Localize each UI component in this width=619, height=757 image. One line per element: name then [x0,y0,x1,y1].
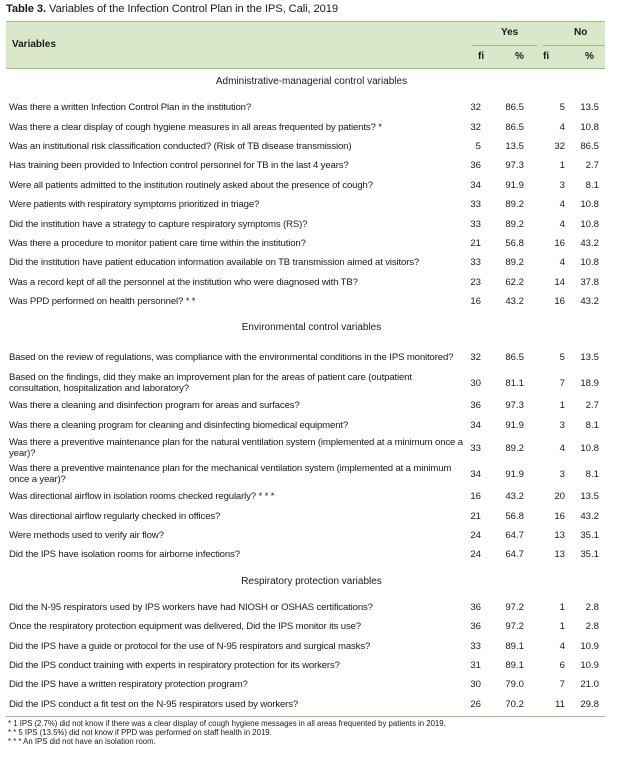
no-fi-cell: 6 [559,660,565,671]
table-row [6,656,605,675]
yes-fi-cell: 5 [475,140,481,152]
table-row [6,292,605,311]
yes-pct-cell: 81.1 [505,377,524,389]
table-header [6,21,605,69]
row-question: Was PPD performed on health personnel? * * [9,296,196,308]
row-question: Has training been provided to Infection control personnel for TB in the last 4 years? [9,160,349,172]
row-question: Did the institution have patient education information available on TB transmission aimed at visitors? [9,257,420,269]
no-pct-cell: 10.9 [580,660,599,671]
table-row [6,117,605,136]
no-pct-cell: 43.2 [580,237,599,249]
no-pct-cell: 2.7 [585,400,599,412]
no-pct-cell: 10.9 [580,640,599,652]
table-row [6,234,605,253]
no-fi-cell: 14 [554,276,565,288]
no-group-rule [543,45,605,46]
no-fi-cell: 4 [559,199,565,211]
no-pct-cell: 2.7 [585,160,599,172]
yes-fi-cell: 36 [470,400,481,412]
caption-label: Table 3. [6,3,47,15]
row-question: Was there a cleaning and disinfection program for areas and surfaces? [9,400,300,412]
yes-pct-cell: 64.7 [505,530,524,542]
yes-fi-cell: 26 [470,698,481,710]
row-question: Was there a preventive maintenance plan for the natural ventilation system (implemented at a minimum once a year)? [9,437,463,460]
yes-fi-cell: 36 [470,601,481,613]
no-pct-cell: 35.1 [580,530,599,542]
row-question: Once the respiratory protection equipment was delivered, Did the IPS monitor its use? [9,621,361,633]
yes-pct-cell: 86.5 [505,351,524,363]
yes-fi-cell: 33 [470,640,481,652]
no-pct-cell: 43.2 [580,510,599,522]
no-pct-cell: 10.8 [580,121,599,133]
yes-fi-cell: 33 [470,218,481,230]
yes-pct-cell: 62.2 [505,276,524,288]
footnote: * * * An IPS did not have an isolation room. [8,736,156,746]
header-no: No [574,27,588,38]
yes-pct-cell: 97.2 [505,601,524,613]
no-pct-cell: 43.2 [580,296,599,308]
row-question: Did the IPS conduct training with experts in respiratory protection for its workers? [9,660,340,671]
row-question: Did the institution have a strategy to capture respiratory symptoms (RS)? [9,218,308,230]
no-pct-cell: 2.8 [585,601,599,613]
yes-fi-cell: 21 [470,237,481,249]
no-fi-cell: 4 [559,640,565,652]
row-question: Was there a written Infection Control Plan in the institution? [9,102,252,114]
yes-pct-cell: 43.2 [505,296,524,308]
yes-fi-cell: 34 [470,468,481,480]
yes-pct-cell: 91.9 [505,179,524,191]
no-pct-cell: 13.5 [580,351,599,363]
yes-pct-cell: 89.1 [505,640,524,652]
no-pct-cell: 10.8 [580,442,599,454]
no-fi-cell: 1 [559,601,565,613]
no-fi-cell: 3 [559,179,565,191]
table-row [6,195,605,214]
table-row [6,435,605,461]
yes-fi-cell: 31 [470,660,481,671]
table-row [6,344,605,370]
yes-fi-cell: 34 [470,419,481,431]
no-fi-cell: 3 [559,468,565,480]
yes-fi-cell: 30 [470,377,481,389]
table-row [6,636,605,655]
yes-fi-cell: 36 [470,160,481,172]
yes-fi-cell: 32 [470,351,481,363]
yes-fi-cell: 16 [470,296,481,308]
yes-fi-cell: 36 [470,621,481,633]
yes-fi-cell: 34 [470,179,481,191]
table-row [6,396,605,415]
row-question: Was an institutional risk classification conducted? (Risk of TB disease transmission) [9,140,352,152]
no-fi-cell: 11 [555,698,565,710]
yes-pct-cell: 97.3 [505,160,524,172]
no-fi-cell: 4 [559,218,565,230]
yes-pct-cell: 97.3 [505,400,524,412]
no-pct-cell: 2.8 [585,621,599,633]
table-row [6,370,605,396]
table-row [6,416,605,435]
row-question: Was a record kept of all the personnel at the institution who were diagnosed with TB? [9,276,358,288]
yes-pct-cell: 86.5 [505,102,524,114]
no-fi-cell: 4 [559,121,565,133]
section-title: Administrative-managerial control variables [215,76,408,87]
yes-fi-cell: 30 [470,679,481,691]
yes-pct-cell: 89.2 [505,257,524,269]
header-variables: Variables [12,39,56,50]
no-pct-cell: 8.1 [585,468,599,480]
no-fi-cell: 16 [554,296,565,308]
table-row [6,137,605,156]
header-no-fi: fi [543,51,550,62]
header-yes: Yes [501,27,519,38]
footnote: * * 5 IPS (13.5%) did not know if PPD was performed on staff health in 2019. [8,727,272,737]
table-row [6,214,605,233]
table-row [6,487,605,506]
section-title: Respiratory protection variables [241,575,382,587]
row-question: Was there a clear display of cough hygiene measures in all areas frequented by patients? * [9,121,382,133]
row-question: Were methods used to verify air flow? [9,530,164,542]
footnote: * 1 IPS (2.7%) did not know if there was a clear display of cough hygiene messages in all areas frequented by patients in 2019. [8,718,446,728]
no-pct-cell: 18.9 [580,377,599,389]
table-row [6,545,605,564]
no-fi-cell: 3 [559,419,565,431]
row-question: Did the IPS conduct a fit test on the N-95 respirators used by workers? [9,698,299,710]
no-pct-cell: 13.5 [580,102,599,114]
row-question: Was there a procedure to monitor patient care time within the institution? [9,237,306,249]
header-no-pct: % [585,51,594,62]
yes-fi-cell: 32 [470,121,481,133]
yes-fi-cell: 21 [470,510,481,522]
footnotes [6,717,605,746]
row-question: Was there a preventive maintenance plan for the mechanical ventilation system (implemented at a minimum once a year)? [9,463,452,486]
row-question: Was directional airflow regularly checked in offices? [9,510,221,522]
no-fi-cell: 5 [559,351,565,363]
yes-fi-cell: 33 [470,442,481,454]
yes-pct-cell: 97.2 [505,621,524,633]
no-fi-cell: 1 [559,400,565,412]
table-row [6,526,605,545]
table-row [6,675,605,694]
yes-fi-cell: 32 [470,102,481,114]
no-fi-cell: 7 [559,679,565,691]
table-body [6,69,605,746]
row-question: Based on the review of regulations, was compliance with the environmental conditions in the IPS monitored? [9,351,454,363]
no-fi-cell: 13 [554,549,565,561]
table-row [6,617,605,636]
row-question: Did the IPS have a guide or protocol for the use of N-95 respirators and surgical masks? [9,640,371,652]
table-row [6,156,605,175]
no-pct-cell: 10.8 [580,257,599,269]
table-row [6,598,605,617]
no-pct-cell: 10.8 [580,218,599,230]
yes-pct-cell: 91.9 [505,419,524,431]
table-row [6,506,605,525]
table-row [6,176,605,195]
no-fi-cell: 16 [554,237,565,249]
yes-fi-cell: 24 [470,530,481,542]
no-fi-cell: 1 [559,160,565,172]
no-fi-cell: 5 [559,102,565,114]
yes-pct-cell: 56.8 [505,510,524,522]
table-caption [6,3,338,15]
header-yes-pct: % [515,51,524,62]
row-question: Were all patients admitted to the institution routinely asked about the presence of cough? [9,179,373,191]
yes-fi-cell: 33 [470,199,481,211]
yes-pct-cell: 89.2 [505,218,524,230]
yes-pct-cell: 64.7 [505,549,524,561]
table-row [6,98,605,117]
row-question: Did the N-95 respirators used by IPS workers have had NIOSH or OSHAS certifications? [9,601,373,613]
yes-fi-cell: 23 [470,276,481,288]
yes-pct-cell: 13.5 [505,140,524,152]
yes-pct-cell: 89.2 [505,442,524,454]
table-row [6,253,605,272]
table-row [6,273,605,292]
yes-pct-cell: 43.2 [505,491,524,503]
row-question: Was there a cleaning program for cleaning and disinfecting biomedical equipment? [9,419,349,431]
no-pct-cell: 86.5 [580,140,599,152]
yes-pct-cell: 89.2 [505,199,524,211]
no-pct-cell: 13.5 [580,491,599,503]
yes-pct-cell: 91.9 [505,468,524,480]
row-question: Were patients with respiratory symptoms prioritized in triage? [9,199,260,211]
row-question: Was directional airflow in isolation rooms checked regularly? * * * [9,491,275,503]
table-row [6,695,605,714]
caption-text: Variables of the Infection Control Plan in the IPS, Cali, 2019 [46,3,339,15]
no-pct-cell: 8.1 [585,179,599,191]
no-fi-cell: 20 [554,491,565,503]
no-fi-cell: 32 [554,140,565,152]
table-row [6,461,605,487]
yes-fi-cell: 16 [470,491,481,503]
no-pct-cell: 35.1 [580,549,599,561]
row-question: Did the IPS have a written respiratory protection program? [9,679,248,691]
row-question: Did the IPS have isolation rooms for airborne infections? [9,549,240,561]
yes-pct-cell: 79.0 [505,679,524,691]
no-fi-cell: 4 [559,257,565,269]
yes-group-rule [472,45,537,46]
no-fi-cell: 16 [554,510,565,522]
no-fi-cell: 13 [554,530,565,542]
yes-fi-cell: 33 [470,257,481,269]
no-pct-cell: 10.8 [580,199,599,211]
yes-pct-cell: 70.2 [505,698,524,710]
no-fi-cell: 7 [559,377,565,389]
yes-pct-cell: 89.1 [505,660,524,671]
yes-pct-cell: 86.5 [505,121,524,133]
no-fi-cell: 4 [559,442,565,454]
no-fi-cell: 1 [559,621,565,633]
yes-fi-cell: 24 [470,549,481,561]
no-pct-cell: 21.0 [580,679,599,691]
no-pct-cell: 8.1 [585,419,599,431]
no-pct-cell: 29.8 [580,698,599,710]
no-pct-cell: 37.8 [580,276,599,288]
yes-pct-cell: 56.8 [505,237,524,249]
header-yes-fi: fi [478,51,485,62]
row-question: Based on the findings, did they make an improvement plan for the areas of patient care (outpatient consultation, hospitalization and laboratory? [9,372,412,395]
section-title: Environmental control variables [241,322,382,334]
